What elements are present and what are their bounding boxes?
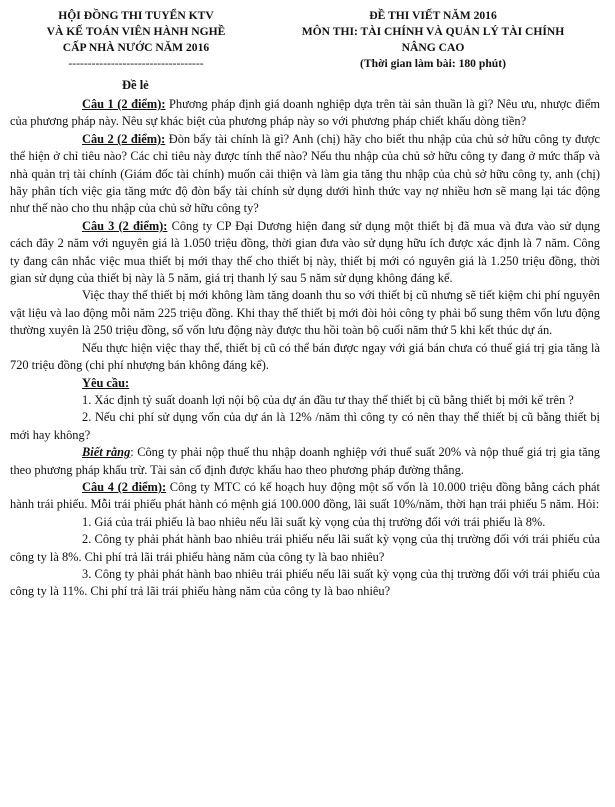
question-1 [10, 96, 600, 131]
question-3-para3: Nếu thực hiện việc thay thế, thiết bị cũ có thể bán được ngay với giá bán chưa có thuế giá trị gia tăng là 720 triệu đồng (chi phí nhượng bán không đáng kể). [10, 340, 600, 373]
council-name-line2: VÀ KẾ TOÁN VIÊN HÀNH NGHỀ [46, 25, 226, 38]
question-1-text: Phương pháp định giá doanh nghiệp dựa trên tài sản thuần là gì? Nêu ưu, nhược điểm của phương pháp này. Nêu sự khác biệt của phương pháp này so với phương pháp chiết khấu dòng tiền? [10, 97, 600, 129]
note-label: Biết rằng [82, 445, 131, 460]
question-2-label: Câu 2 (2 điểm): [82, 131, 166, 146]
exam-title: ĐỀ THI VIẾT NĂM 2016 [369, 9, 497, 22]
exam-duration: (Thời gian làm bài: 180 phút) [360, 57, 506, 70]
question-3-label: Câu 3 (2 điểm): [82, 218, 168, 233]
note-text: : Công ty phải nộp thuế thu nhập doanh nghiệp với thuế suất 20% và nộp thuế giá trị gia tăng theo phương pháp khấu trừ. Tài sản cố định được khấu hao theo phương pháp đường thẳng. [10, 445, 600, 477]
header-divider: ----------------------------------- [68, 57, 204, 70]
exam-variant: Đề lẻ [122, 78, 149, 92]
question-3-req2: 2. Nếu chi phí sử dụng vốn của dự án là 12% /năm thì công ty có nên thay thế thiết bị cũ bằng thiết bị mới hay không? [10, 410, 600, 442]
question-2 [10, 131, 600, 218]
requirements-label: Yêu cầu: [82, 375, 130, 390]
question-3 [10, 218, 600, 288]
header-left [20, 8, 252, 72]
question-3-para2: Việc thay thế thiết bị mới không làm tăng doanh thu so với thiết bị cũ nhưng sẽ tiết kiệm chi phí nguyên vật liệu và lao động mỗi năm 225 triệu đồng. Khi thay thế thiết bị mới đòi hỏi công ty phải bổ sung thêm vốn lưu động thường xuyên là 250 triệu đồng, số vốn lưu động này được thu hồi toàn bộ cuối năm thứ 5 khi kết thúc dự án. [10, 288, 600, 338]
question-4-text: Công ty MTC có kế hoạch huy động một số vốn là 10.000 triệu đồng bằng cách phát hành trái phiếu. Mỗi trái phiếu phát hành có mệnh giá 100.000 đồng, lãi suất 10%/năm, thời hạn trái phiếu 5 năm. Hỏi: [10, 479, 600, 512]
exam-body [10, 96, 600, 601]
question-4-sub2: 2. Công ty phải phát hành bao nhiêu trái phiếu nếu lãi suất kỳ vọng của thị trường đối với trái phiếu của công ty là 8%. Chi phí trả lãi trái phiếu hàng năm của công ty là bao nhiêu? [10, 532, 600, 564]
question-4-sub3: 3. Công ty phải phát hành bao nhiêu trái phiếu nếu lãi suất kỳ vọng của thị trường đối với trái phiếu của công ty là 11%. Chi phí trả lãi trái phiếu hàng năm của công ty là bao nhiêu? [10, 566, 600, 599]
question-4-sub1: 1. Giá của trái phiếu là bao nhiêu nếu lãi suất kỳ vọng của thị trường đối với trái phiếu là 8%. [82, 514, 546, 529]
exam-subject: MÔN THI: TÀI CHÍNH VÀ QUẢN LÝ TÀI CHÍNH [301, 25, 565, 38]
council-name-line3: CẤP NHÀ NƯỚC NĂM 2016 [62, 41, 210, 54]
exam-level: NÂNG CAO [401, 41, 465, 54]
question-4 [10, 479, 600, 514]
header-right [268, 8, 598, 72]
question-2-text: Đòn bẩy tài chính là gì? Anh (chị) hãy cho biết thu nhập của chủ sở hữu công ty được thể hiện ở chỉ tiêu nào? Các chỉ tiêu này được tính thế nào? Nếu thu nhập của chủ sở hữu công ty đang ở mức thấp và nhà quản trị tài chính (Giám đốc tài chính) muốn cải thiện và làm gia tăng thu nhập của chủ sở hữu công ty, anh (chị) hãy phân tích việc gia tăng mức độ đòn bẩy tài chính sử dụng dưới hình thức vay nợ nhiều hơn sẽ mang lại tác động như thế nào cho thu nhập của chủ sở hữu công ty? [10, 131, 600, 216]
question-3-req1: 1. Xác định tỷ suất doanh lợi nội bộ của dự án đầu tư thay thế thiết bị cũ bằng thiết bị mới kể trên ? [82, 392, 574, 407]
council-name-line1: HỘI ĐỒNG THI TUYỂN KTV [58, 9, 214, 22]
question-3-requirements [10, 375, 600, 392]
question-3-note [10, 444, 600, 479]
question-3-para1: Công ty CP Đại Dương hiện đang sử dụng một thiết bị đã mua và đưa vào sử dụng cách đây 2 năm với nguyên giá là 1.050 triệu đồng, thời gian đưa vào sử dụng hữu ích được xác định là 7 năm. Công ty đang cân nhắc việc mua thiết bị mới thay thế cho thiết bị này, thiết bị mới có nguyên giá là 1.250 triệu đồng, thời gian sử dụng của thiết bị này là 5 năm, giá trị thanh lý sau 5 năm sử dụng không đáng kể. [10, 218, 600, 286]
question-4-label: Câu 4 (2 điểm): [82, 479, 167, 494]
question-1-label: Câu 1 (2 điểm): [82, 97, 166, 111]
